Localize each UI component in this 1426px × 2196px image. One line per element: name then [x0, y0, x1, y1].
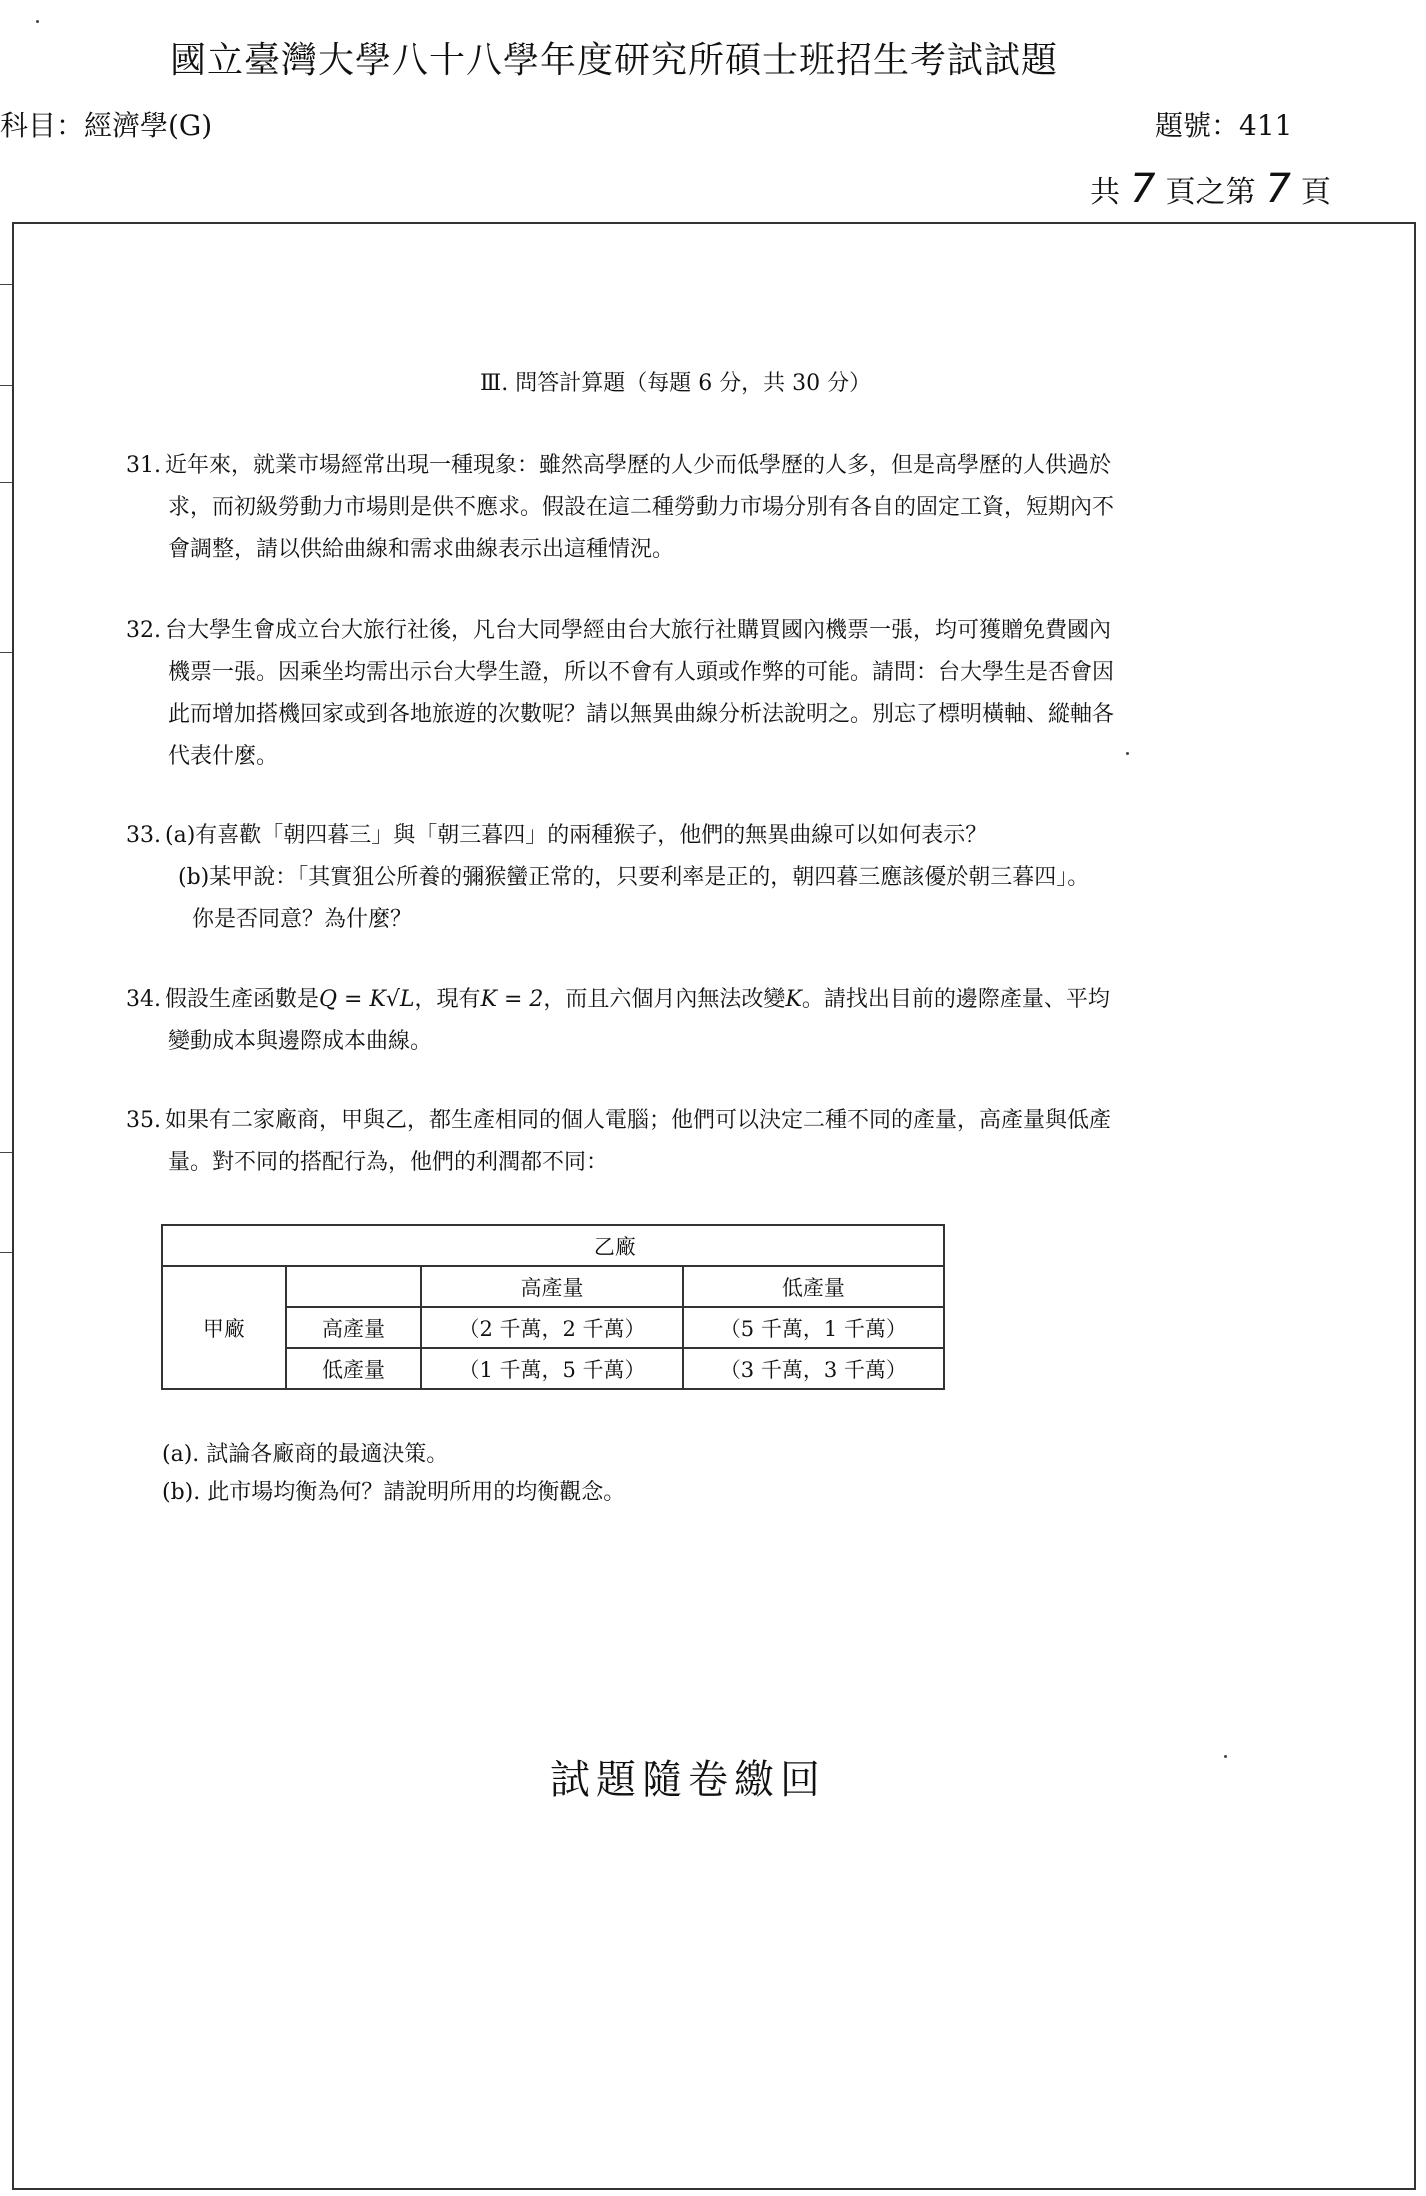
- payoff-cell: （5 千萬，1 千萬）: [683, 1307, 944, 1348]
- question-number: 題號：411: [1155, 109, 1293, 142]
- question-part-a: (a)有喜歡「朝四暮三」與「朝三暮四」的兩種猴子，他們的無異曲線可以如何表示？: [165, 823, 988, 848]
- table-row: [162, 1225, 944, 1266]
- pages-total: 7: [1130, 166, 1156, 212]
- subject-label: 科目：經濟學(G): [0, 109, 213, 142]
- question-line: 近年來，就業市場經常出現一種現象：雖然高學歷的人少而低學歷的人多，但是高學歷的人供過於: [165, 453, 1112, 478]
- question-number-35: 35.: [126, 1108, 161, 1133]
- sub-questions: [162, 1436, 625, 1512]
- question-33: [126, 815, 1356, 941]
- payoff-cell: （1 千萬，5 千萬）: [421, 1348, 682, 1389]
- margin-rule: [0, 652, 12, 653]
- question-line: 代表什麼。: [168, 744, 279, 769]
- capital-symbol: K: [785, 987, 802, 1012]
- return-exam-stamp: 試題隨卷繳回: [550, 1757, 826, 1803]
- section-title: Ⅲ. 問答計算題（每題 6 分，共 30 分）: [480, 371, 872, 396]
- table-row: [162, 1266, 944, 1307]
- sub-question-a: (a). 試論各廠商的最適決策。: [162, 1442, 449, 1467]
- question-35: [126, 1100, 1356, 1184]
- column-firm-header: 乙廠: [286, 1225, 944, 1266]
- table-corner: [162, 1225, 286, 1266]
- question-31: [126, 445, 1356, 571]
- question-number-31: 31.: [126, 453, 161, 478]
- production-function: Q = K√L: [319, 987, 415, 1012]
- question-34: [126, 979, 1356, 1063]
- pages-mid: 頁之第: [1165, 175, 1256, 210]
- margin-rule: [0, 385, 12, 386]
- margin-rule: [0, 1152, 12, 1153]
- page-indicator: [1090, 166, 1331, 212]
- question-text: 假設生產函數是: [165, 987, 320, 1012]
- question-line: 變動成本與邊際成本曲線。: [168, 1029, 433, 1054]
- row-strategy-low: 低產量: [286, 1348, 422, 1389]
- pages-suffix: 頁: [1300, 175, 1331, 210]
- question-line: 會調整，請以供給曲線和需求曲線表示出這種情況。: [168, 537, 675, 562]
- question-line: 量。對不同的搭配行為，他們的利潤都不同：: [168, 1150, 609, 1175]
- margin-rule: [0, 284, 12, 285]
- table-corner: [286, 1266, 422, 1307]
- question-line: 機票一張。因乘坐均需出示台大學生證，所以不會有人頭或作弊的可能。請問：台大學生是否會因: [168, 660, 1115, 685]
- question-number-32: 32.: [126, 618, 161, 643]
- scan-speck: [1126, 752, 1129, 755]
- question-line: 此而增加搭機回家或到各地旅遊的次數呢？請以無異曲線分析法說明之。別忘了標明橫軸、縱軸各: [168, 702, 1115, 727]
- question-number-34: 34.: [126, 987, 161, 1012]
- payoff-cell: （3 千萬，3 千萬）: [683, 1348, 944, 1389]
- payoff-cell: （2 千萬，2 千萬）: [421, 1307, 682, 1348]
- question-32: [126, 610, 1356, 778]
- question-part-b: (b)某甲說：「其實狙公所養的彌猴蠻正常的，只要利率是正的，朝四暮三應該優於朝三暮四」。: [178, 865, 1090, 890]
- row-firm-header: 甲廠: [162, 1266, 286, 1389]
- sub-question-b: (b). 此市場均衡為何？請說明所用的均衡觀念。: [162, 1480, 626, 1505]
- question-number-33: 33.: [126, 823, 161, 848]
- question-line: 你是否同意？為什麼？: [192, 907, 413, 932]
- question-text: ，現有: [414, 987, 481, 1012]
- row-strategy-high: 高產量: [286, 1307, 422, 1348]
- capital-value: K = 2: [480, 987, 544, 1012]
- question-line: 求，而初級勞動力市場則是供不應求。假設在這二種勞動力市場分別有各自的固定工資，短期內不: [168, 495, 1115, 520]
- scan-speck: [1224, 1755, 1227, 1758]
- column-strategy-low: 低產量: [683, 1266, 944, 1307]
- pages-current: 7: [1265, 166, 1291, 212]
- exam-title: 國立臺灣大學八十八學年度研究所碩士班招生考試試題: [170, 40, 1059, 81]
- pages-prefix: 共: [1090, 175, 1120, 210]
- margin-rule: [0, 1252, 12, 1253]
- payoff-table: [161, 1224, 945, 1390]
- margin-rule: [0, 482, 12, 483]
- question-line: 如果有二家廠商，甲與乙，都生產相同的個人電腦；他們可以決定二種不同的產量，高產量與低產: [165, 1108, 1112, 1133]
- question-text: 。請找出目前的邊際產量、平均: [801, 987, 1110, 1012]
- question-line: 台大學生會成立台大旅行社後，凡台大同學經由台大旅行社購買國內機票一張，均可獲贈免費國內: [165, 618, 1112, 643]
- scan-speck: [36, 20, 39, 23]
- question-text: ，而且六個月內無法改變: [543, 987, 786, 1012]
- column-strategy-high: 高產量: [421, 1266, 682, 1307]
